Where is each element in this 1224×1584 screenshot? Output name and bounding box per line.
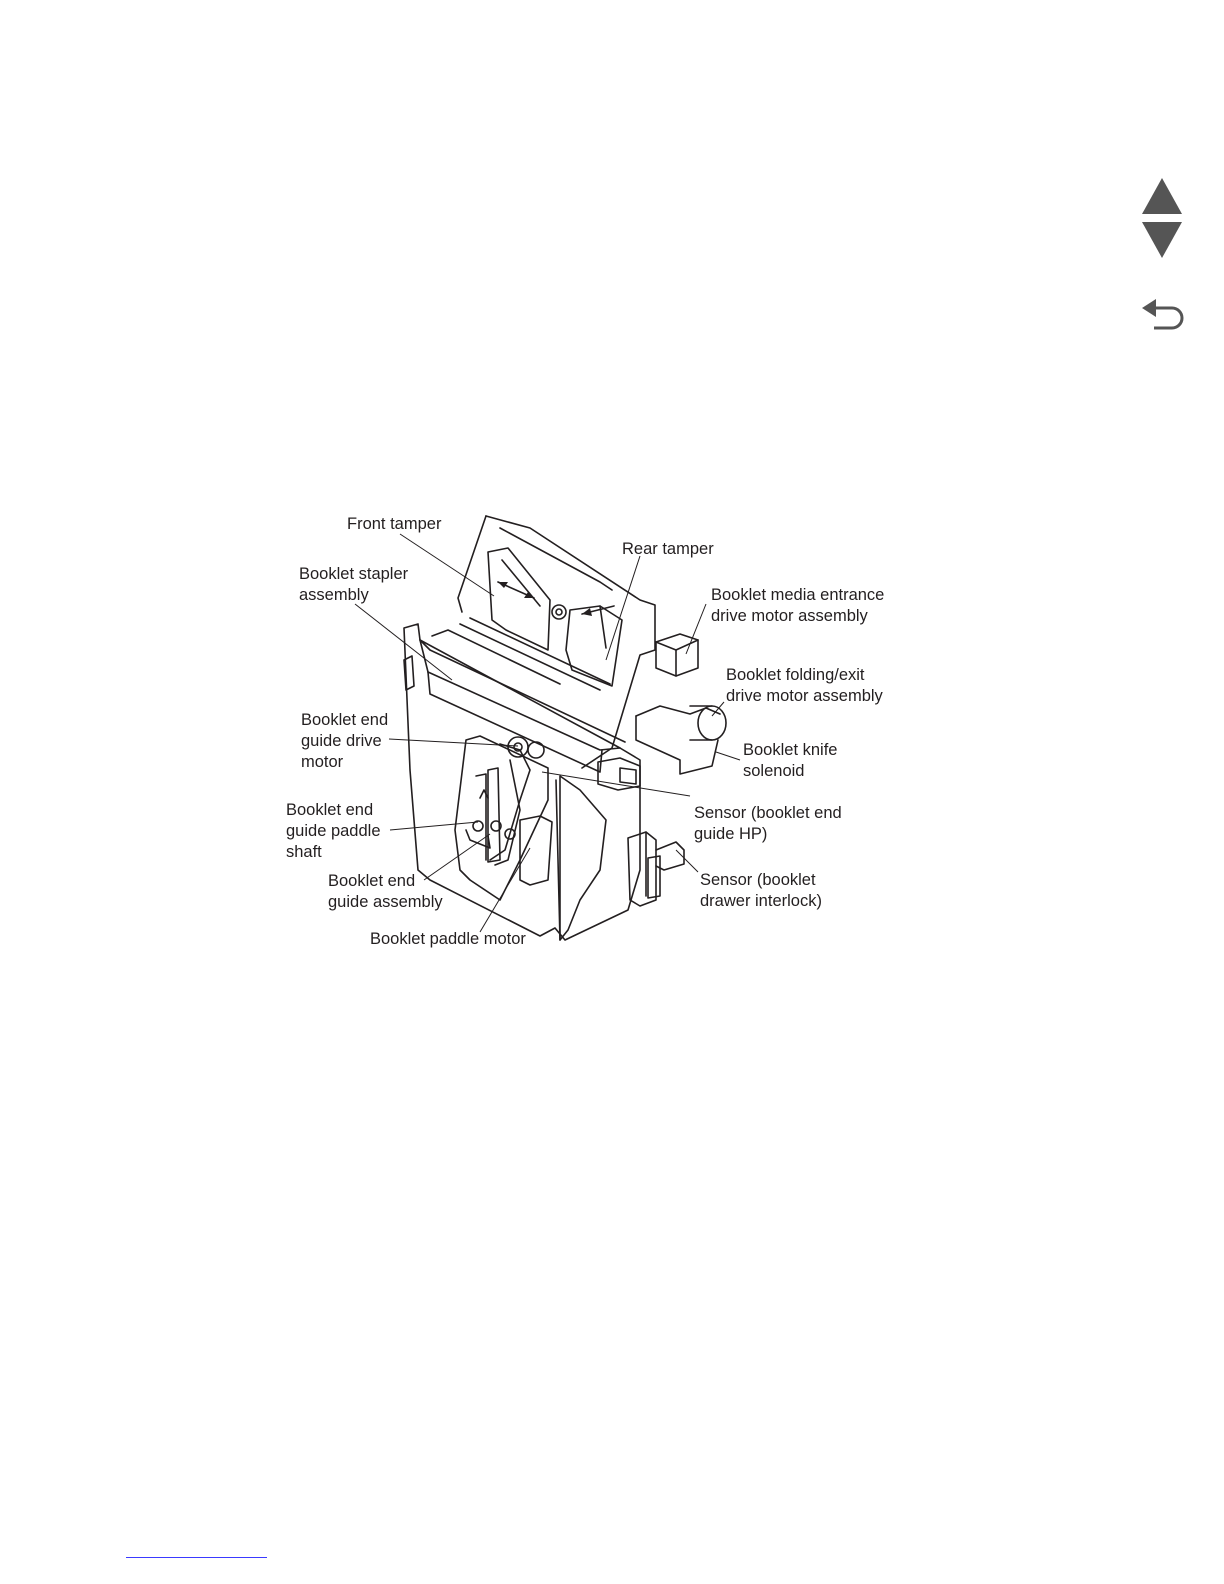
label-booklet-end-guide-paddle-shaft: Booklet end guide paddle shaft [286,801,381,861]
label-booklet-knife-solenoid: Booklet knife solenoid [743,741,838,780]
label-front-tamper: Front tamper [347,515,442,533]
label-booklet-paddle-motor: Booklet paddle motor [370,930,526,948]
footer-link-rule [126,1557,267,1558]
label-booklet-end-guide-drive-motor: Booklet end guide drive motor [301,711,389,771]
label-sensor-booklet-drawer-interlock: Sensor (booklet drawer interlock) [700,871,822,910]
label-booklet-folding-exit-drive-motor: Booklet folding/exit drive motor assembly [726,666,883,705]
label-booklet-end-guide-assembly: Booklet end guide assembly [328,872,443,911]
label-booklet-media-entrance-drive-motor: Booklet media entrance drive motor assembly [711,586,885,625]
label-booklet-stapler-assembly: Booklet stapler assembly [299,565,409,604]
label-rear-tamper: Rear tamper [622,540,714,558]
label-sensor-booklet-end-guide-hp: Sensor (booklet end guide HP) [694,804,842,843]
